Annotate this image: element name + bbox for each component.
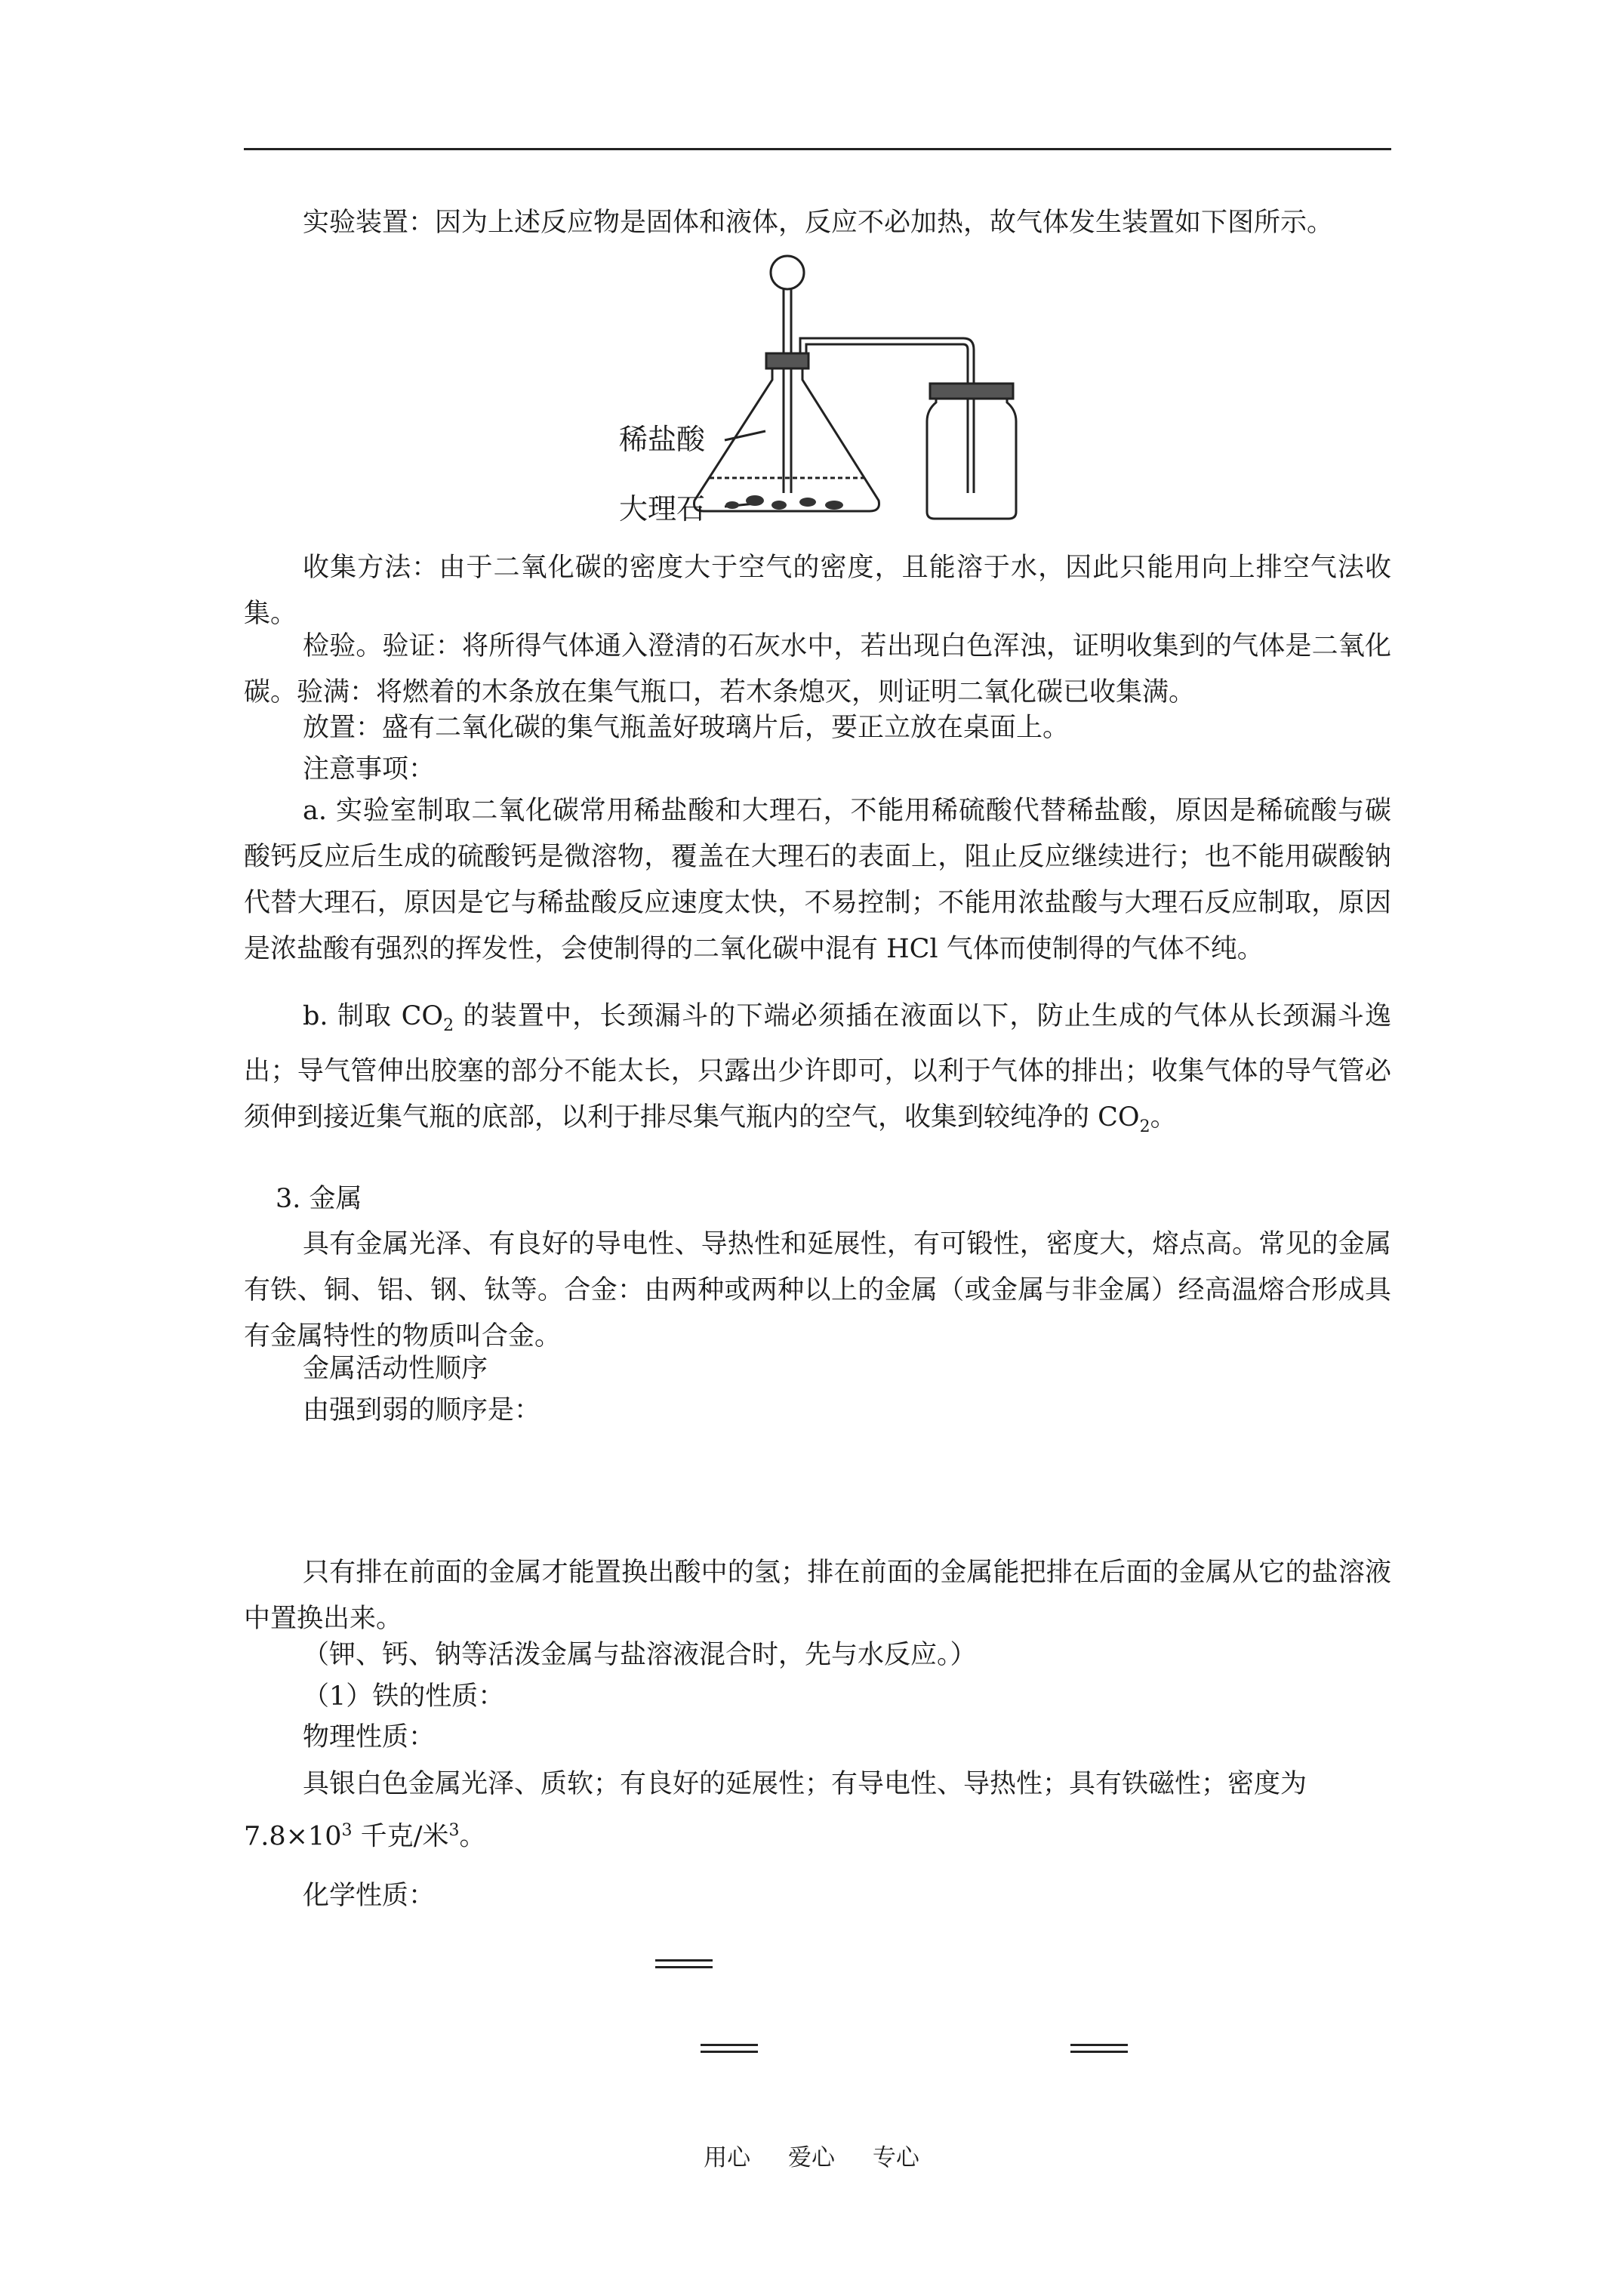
text-activity-order: 由强到弱的顺序是：: [303, 1395, 541, 1425]
paragraph-placement: 放置：盛有二氧化碳的集气瓶盖好玻璃片后，要正立放在桌面上。: [303, 713, 1070, 743]
heading-chemical-properties: 化学性质：: [303, 1881, 436, 1911]
paragraph-note-a: a. 实验室制取二氧化碳常用稀盐酸和大理石，不能用稀硫酸代替稀盐酸，原因是稀硫酸与碳酸钙反应后生成的硫酸钙是微溶物，覆盖在大理石的表面上，阻止反应继续进行；也不能用碳酸钠代替大理石，原因是它与稀盐酸反应速度太快，不易控制；不能用浓盐酸与大理石反应制取，原因是浓盐酸有强烈的挥发性，会使制得的二氧化碳中混有 HCl 气体而使制得的气体不纯。: [244, 796, 1391, 964]
equals-sign-2: [701, 2044, 758, 2053]
paragraph-physical-properties: 具银白色金属光泽、质软；有良好的延展性；有导电性、导热性；具有铁磁性；密度为 $7.8\times 10^3$ 千克/米$^3$。: [244, 1761, 1391, 1860]
paragraph-displacement: 只有排在前面的金属才能置换出酸中的氢；排在前面的金属能把排在后面的金属从它的盐溶液中置换出来。: [244, 1558, 1391, 1634]
paragraph-notes-title: 注意事项：: [303, 754, 436, 784]
section-title-metals: 3. 金属: [276, 1184, 362, 1214]
footer-word-3: 专心: [872, 2144, 919, 2171]
paragraph-testing: 检验。验证：将所得气体通入澄清的石灰水中，若出现白色浑浊，证明收集到的气体是二氧化碳。验满：将燃着的木条放在集气瓶口，若木条熄灭，则证明二氧化碳已收集满。: [244, 631, 1391, 707]
apparatus-figure: [604, 251, 1064, 531]
paragraph-apparatus: 实验装置：因为上述反应物是固体和液体，反应不必加热，故气体发生装置如下图所示。: [303, 208, 1334, 238]
header-rule: [244, 148, 1391, 150]
heading-iron-properties: （1）铁的性质：: [303, 1681, 505, 1712]
paragraph-metals: 具有金属光泽、有良好的导电性、导热性和延展性，有可锻性，密度大，熔点高。常见的金属有铁、铜、铝、钢、钛等。合金：由两种或两种以上的金属（或金属与非金属）经高温熔合形成具有金属特性的物质叫合金。: [244, 1229, 1391, 1351]
equals-sign-3: [1070, 2044, 1128, 2053]
paragraph-note-b: b. 制取 $CO_2$ 的装置中，长颈漏斗的下端必须插在液面以下，防止生成的气体从长颈漏斗逸出；导气管伸出胶塞的部分不能太长，只露出少许即可，以利于气体的排出；收集气体的导气管必须伸到接近集气瓶的底部，以利于排尽集气瓶内的空气，收集到较纯净的 $CO_2$。: [244, 1001, 1391, 1136]
footer-word-2: 爱心: [788, 2144, 835, 2171]
heading-activity-series: 金属活动性顺序: [303, 1354, 488, 1384]
equals-sign-1: [655, 1959, 713, 1968]
heading-physical-properties: 物理性质：: [303, 1722, 436, 1752]
label-marble: 大理石: [619, 492, 706, 525]
paragraph-collection: 收集方法：由于二氧化碳的密度大于空气的密度，且能溶于水，因此只能用向上排空气法收集。: [244, 553, 1391, 629]
density-value: $7.8\times 10^3$ 千克/米$^3$。: [244, 1821, 486, 1852]
page-footer: [0, 2138, 1623, 2172]
label-dilute-hcl: 稀盐酸: [619, 423, 706, 456]
footer-word-1: 用心: [704, 2144, 751, 2171]
note-active-metals: （钾、钙、钠等活泼金属与盐溶液混合时，先与水反应。）: [303, 1640, 977, 1670]
